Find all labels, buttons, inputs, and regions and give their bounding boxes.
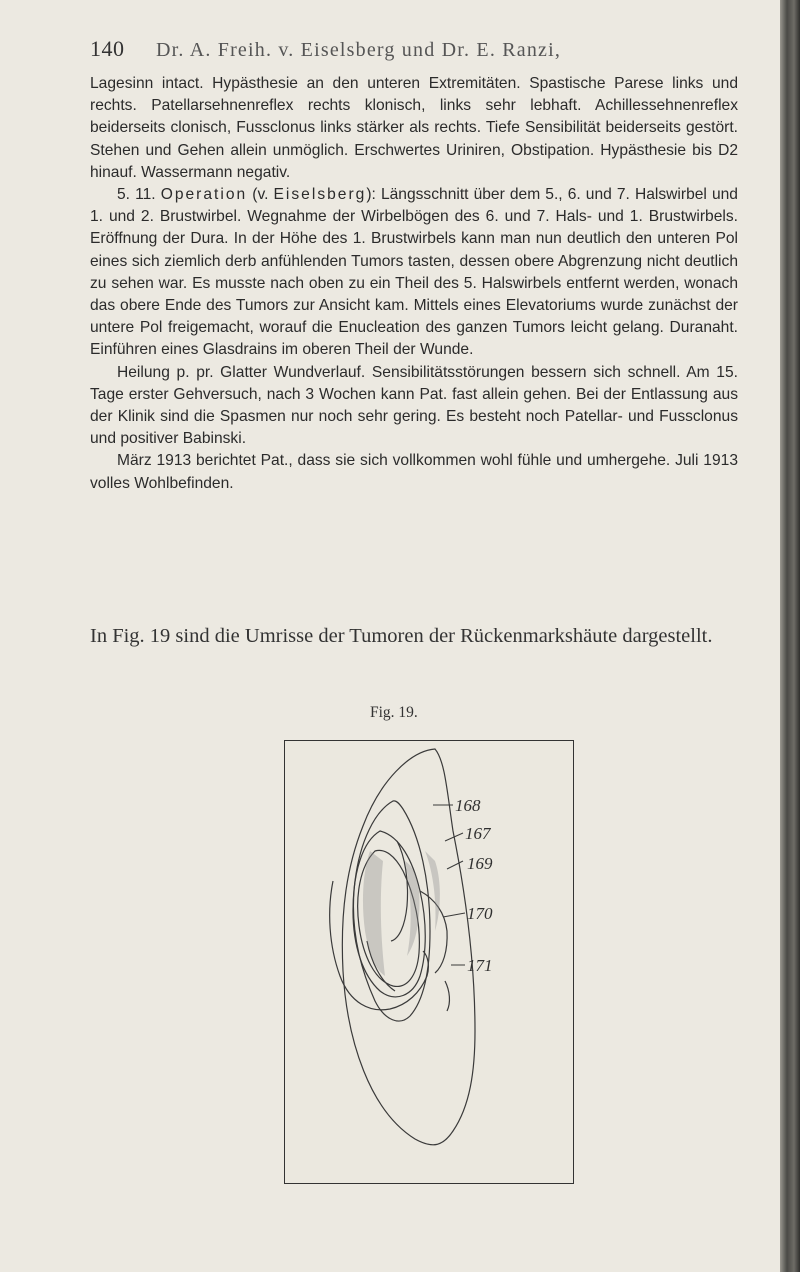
book-page-edge bbox=[780, 0, 800, 1272]
label-167: 167 bbox=[465, 824, 491, 843]
page-number: 140 bbox=[90, 36, 125, 61]
page-header bbox=[90, 36, 750, 62]
label-168: 168 bbox=[455, 796, 481, 815]
label-170: 170 bbox=[467, 904, 493, 923]
paragraph-findings: Lagesinn intact. Hypästhesie an den unteren Extremitäten. Spastische Parese links und rechts. Patellarsehnenreflex rechts klonisch, links sehr lebhaft. Achillessehnenreflex beiderseits clonisch, Fussclonus links stärker als rechts. Tiefe Sensibilität beiderseits gestört. Stehen und Gehen allein unmöglich. Erschwertes Uriniren, Obstipation. Hypästhesie bis D2 hinauf. Wassermann negativ. bbox=[90, 75, 738, 181]
paragraph-followup: März 1913 berichtet Pat., dass sie sich vollkommen wohl fühle und umhergehe. Juli 1913 volles Wohlbefinden. bbox=[90, 452, 738, 492]
operation-label: Operation bbox=[160, 186, 248, 204]
tumor-outline-drawing bbox=[285, 741, 573, 1183]
operation-text: Längsschnitt über dem 5., 6. und 7. Halswirbel und 1. und 2. Brustwirbel. Wegnahme der Wirbelbögen des 6. und 7. Hals- und 1. Brustwirbels. Eröffnung der Dura. In der Höhe des 1. Brustwirbels kann man nun deutlich den unteren Pol eines sich ziemlich derb anfühlenden Tumors tasten, dessen obere Abgrenzung nicht deutlich zu sehen war. Es musste nach oben zu ein Theil des 5. Halswirbels entfernt werden, wonach das obere Ende des Tumors zur Ansicht kam. Mittels eines Elevatoriums wurde zunächst der untere Pol freigemacht, worauf die Enucleation des ganzen Tumors leicht gelang. Duranaht. Einführen eines Glasdrains im oberen Theil der Wunde. bbox=[90, 186, 738, 359]
label-169: 169 bbox=[467, 854, 493, 873]
operation-surgeon: Eiselsberg bbox=[273, 186, 367, 204]
figure-caption: Fig. 19. bbox=[370, 704, 418, 721]
figure-intro-sentence: In Fig. 19 sind die Umrisse der Tumoren der Rückenmarkshäute dargestellt. bbox=[90, 625, 713, 647]
figure-19 bbox=[284, 740, 574, 1184]
paragraph-operation: 5. 11. Operation (v. Eiselsberg): Längsschnitt über dem 5., 6. und 7. Halswirbel und 1. und 2. Brustwirbel. Wegnahme der Wirbelbögen des 6. und 7. Hals- und 1. Brustwirbels. Eröffnung der Dura. In der Höhe des 1. Brustwirbels kann man nun deutlich den unteren Pol eines sich ziemlich derb anfühlenden Tumors tasten, dessen obere Abgrenzung nicht deutlich zu sehen war. Es musste nach oben zu ein Theil des 5. Halswirbels entfernt werden, wonach das obere Ende des Tumors zur Ansicht kam. Mittels eines Elevatoriums wurde zunächst der untere Pol freigemacht, worauf die Enucleation des ganzen Tumors leicht gelang. Duranaht. Einführen eines Glasdrains im oberen Theil der Wunde. bbox=[90, 186, 738, 359]
running-title: Dr. A. Freih. v. Eiselsberg und Dr. E. Ranzi, bbox=[156, 39, 562, 61]
body-text bbox=[90, 73, 738, 495]
paragraph-healing: Heilung p. pr. Glatter Wundverlauf. Sensibilitätsstörungen bessern sich schnell. Am 15. Tage erster Gehversuch, nach 3 Wochen kann Pat. fast allein gehen. Bei der Entlassung aus der Klinik sind die Spasmen nur noch sehr gering. Es besteht noch Patellar- und Fussclonus und positiver Babinski. bbox=[90, 363, 738, 448]
operation-date: 5. 11. bbox=[117, 186, 156, 204]
label-171: 171 bbox=[467, 956, 493, 975]
